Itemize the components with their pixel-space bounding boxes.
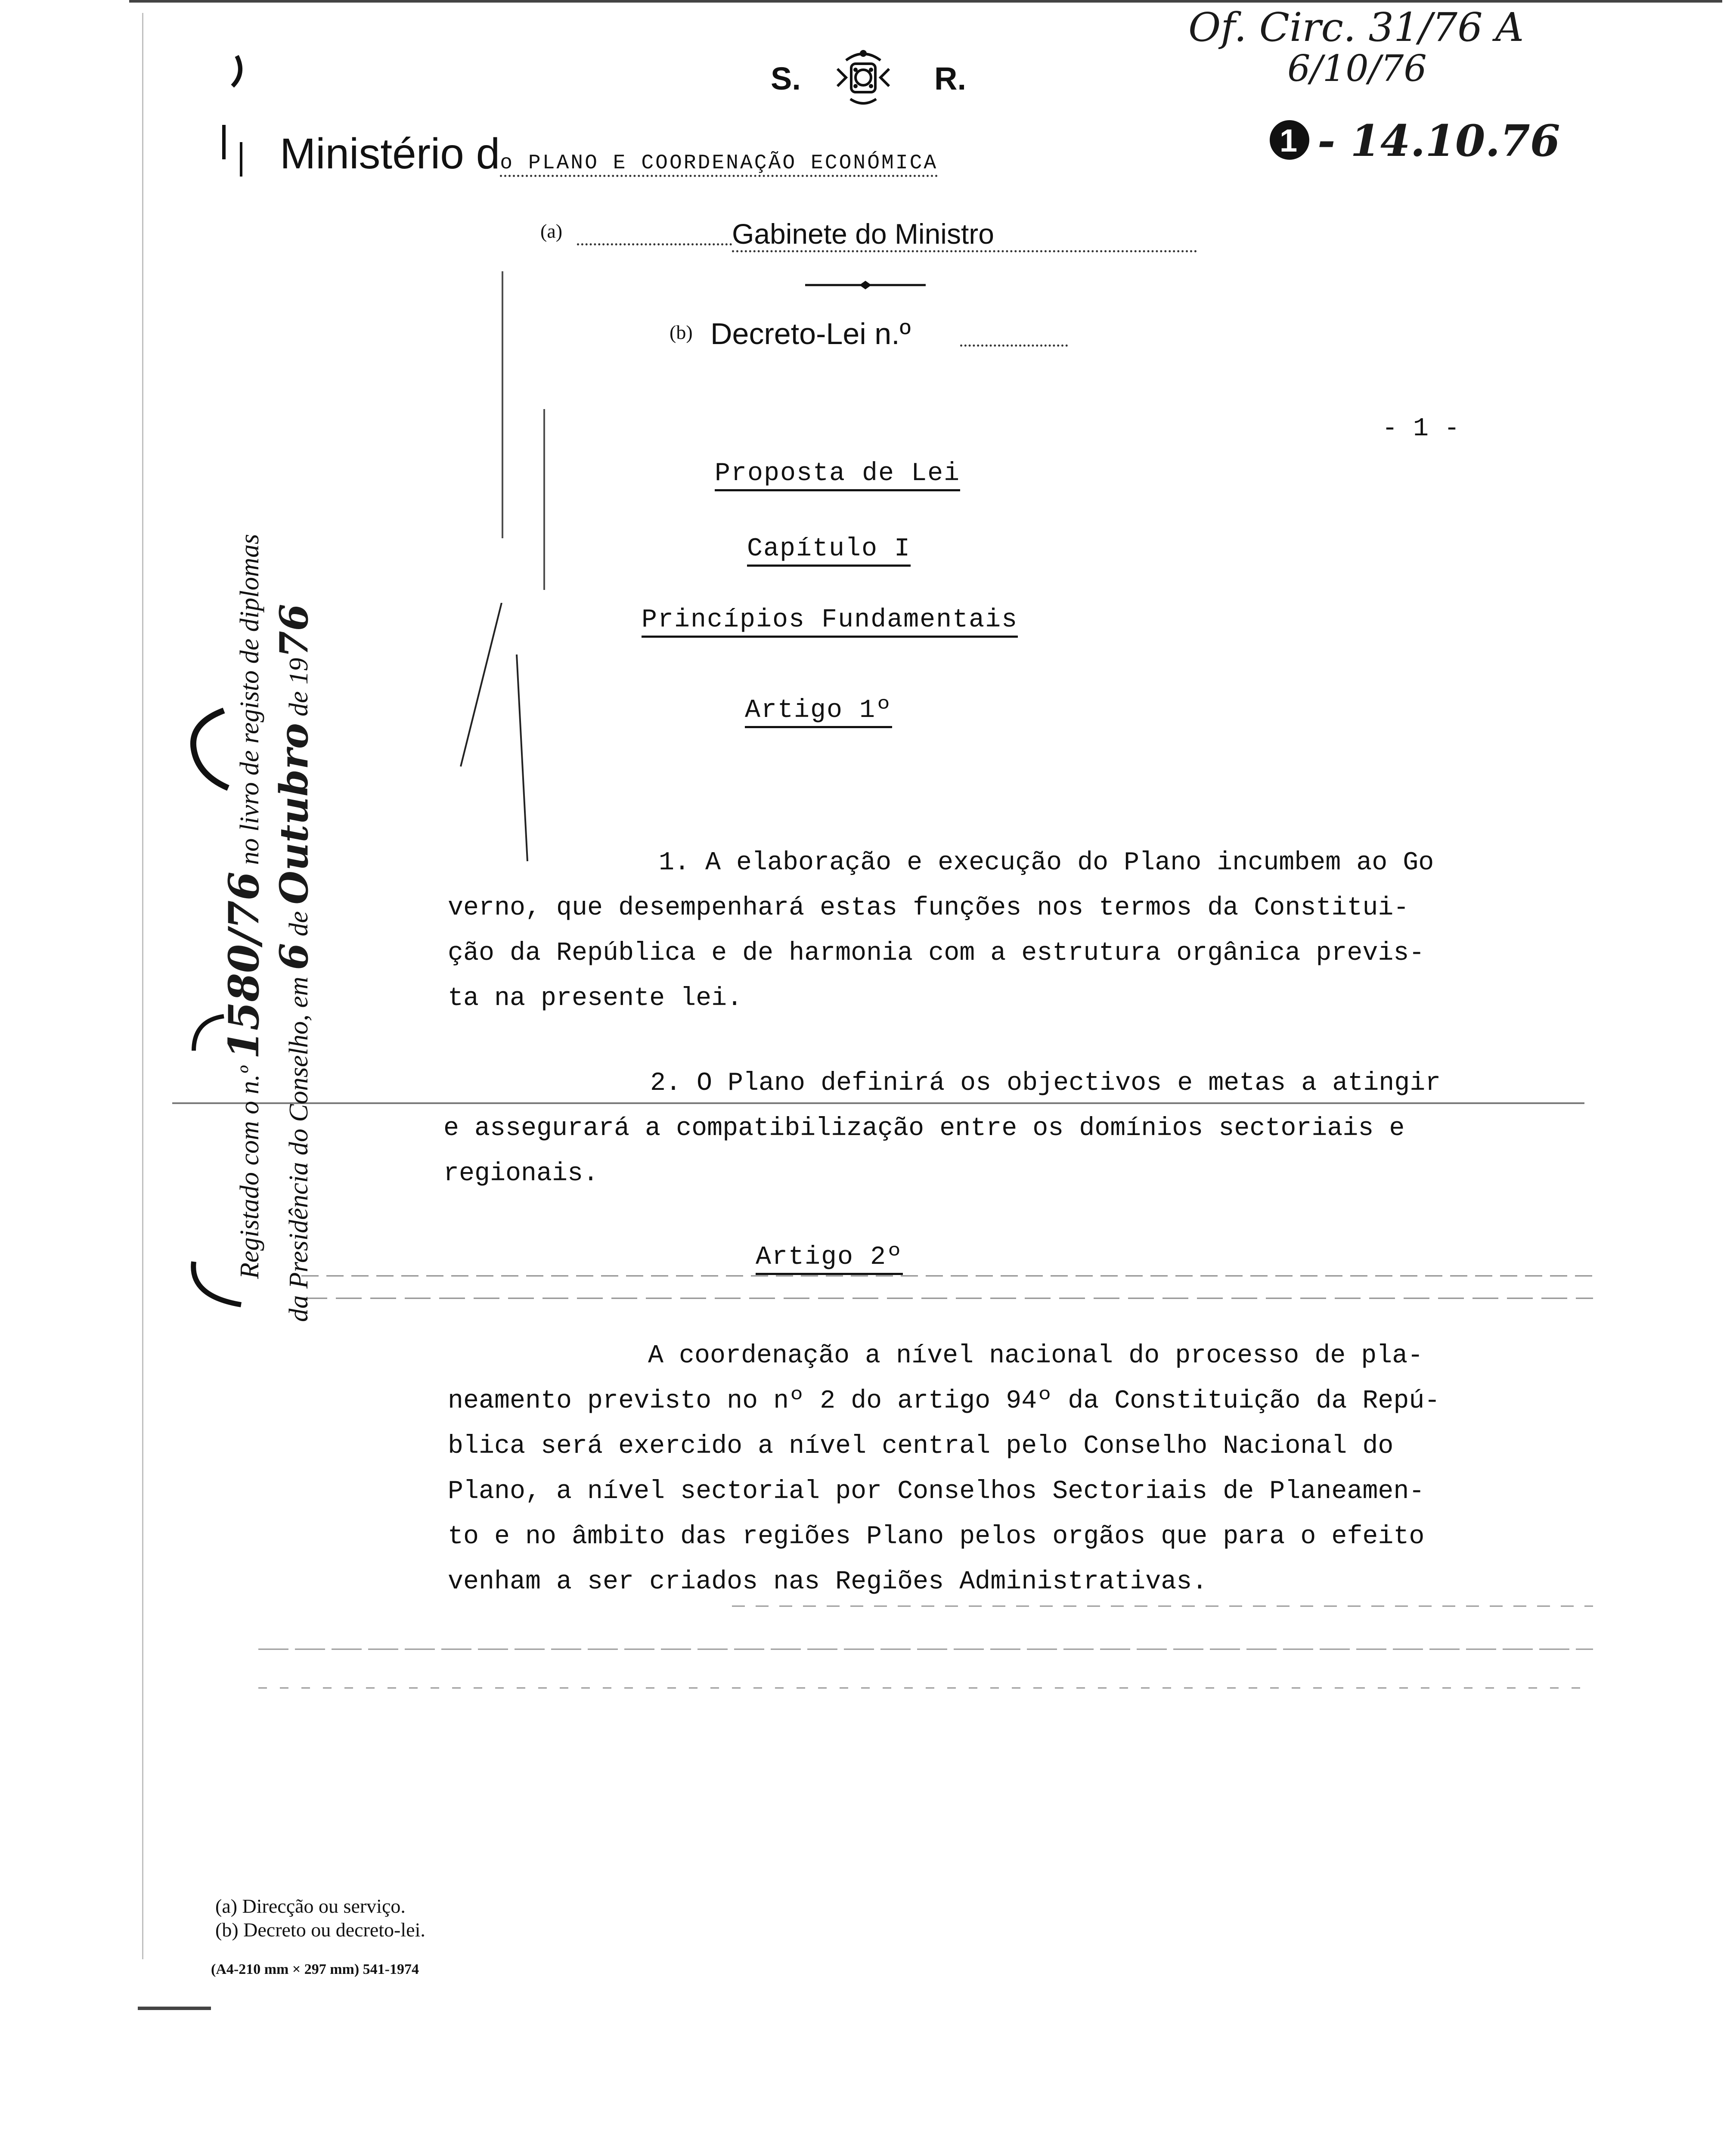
chapter-heading: Capítulo I <box>747 536 911 567</box>
footnote-marker-b: (b) <box>670 321 693 343</box>
sr-right-letter: R. <box>934 61 966 96</box>
registration-year-prefix: de 19 <box>284 658 313 717</box>
article2-line6: venham a ser criados nas Regiões Administrativas. <box>448 1567 1208 1597</box>
article1-para1-line3: ção da República e de harmonia com a estrutura orgânica previs- <box>448 939 1425 968</box>
article1-heading: Artigo 1º <box>745 698 892 728</box>
scan-horizontal-line <box>172 1102 1584 1104</box>
handwritten-reference: Of. Circ. 31/76 A <box>1188 4 1524 50</box>
bracket-mark-icon <box>185 1257 245 1309</box>
stray-marks-icon <box>207 47 258 194</box>
presidency-label: da Presidência do Conselho, em <box>284 977 313 1322</box>
article1-para1-line2: verno, que desempenhará estas funções nos termos da Constitui- <box>448 893 1409 923</box>
registration-label: Registado com o n.º <box>235 1066 264 1279</box>
registration-year: 76 <box>271 604 317 658</box>
registration-stamp-line2 <box>271 604 317 1322</box>
left-scan-edge <box>142 13 143 1959</box>
stamp-circle-number: 1 <box>1280 123 1298 158</box>
bracket-mark-icon <box>185 1012 232 1055</box>
stray-vertical-line <box>543 409 545 590</box>
proposal-heading: Proposta de Lei <box>715 461 960 491</box>
registration-book-text: no livro de registo de diplomas <box>235 534 264 865</box>
decree-number-field <box>960 344 1068 347</box>
footnote-a: (a) Direcção ou serviço. <box>215 1895 406 1917</box>
page-number: - 1 - <box>1382 414 1460 444</box>
article2-line1: A coordenação a nível nacional do processo de pla- <box>648 1341 1423 1371</box>
sr-left-letter: S. <box>771 61 801 96</box>
article1-para2-line2: e assegurará a compatibilização entre os domínios sectoriais e <box>443 1114 1405 1143</box>
principles-heading: Princípios Fundamentais <box>642 607 1018 638</box>
registration-stamp-line1 <box>220 534 268 1279</box>
cabinet-leader-dots <box>577 243 732 245</box>
registration-month: Outubro <box>271 723 317 905</box>
ministry-line <box>280 129 938 181</box>
article2-line2: neamento previsto no nº 2 do artigo 94º da Constituição da Repú- <box>448 1387 1440 1416</box>
ministry-name: o PLANO E COORDENAÇÃO ECONÓMICA <box>500 152 938 177</box>
registration-de-1: de <box>284 911 313 937</box>
footnote-b: (b) Decreto ou decreto-lei. <box>215 1919 425 1941</box>
cabinet-name: Gabinete do Ministro <box>732 217 1197 252</box>
form-reference: (A4-210 mm × 297 mm) 541-1974 <box>211 1961 419 1977</box>
scan-dashed-lines <box>301 1272 1593 1307</box>
handwritten-ref-date: 6/10/76 <box>1287 47 1427 90</box>
footnote-marker-a: (a) <box>540 220 563 242</box>
coat-of-arms-icon <box>825 43 902 112</box>
article1-para1-line1: 1. A elaboração e execução do Plano incumbem ao Go <box>659 848 1434 878</box>
article2-line5: to e no âmbito das regiões Plano pelos orgãos que para o efeito <box>448 1522 1425 1551</box>
bottom-left-mark <box>138 2007 211 2010</box>
article1-para1-line4: ta na presente lei. <box>448 984 743 1013</box>
article1-para2-line3: regionais. <box>443 1159 599 1188</box>
article1-para2-line1: 2. O Plano definirá os objectivos e metas a atingir <box>650 1069 1441 1098</box>
registration-number: 1580/76 <box>220 872 268 1059</box>
stray-diagonal-lines <box>452 603 538 870</box>
article2-heading: Artigo 2º <box>756 1244 903 1275</box>
article2-line4: Plano, a nível sectorial por Conselhos Sectoriais de Planeamen- <box>448 1477 1425 1506</box>
scan-dashed-lines <box>258 1602 1593 1714</box>
top-edge-line <box>129 0 1722 3</box>
divider-ornament-icon <box>805 281 926 289</box>
bracket-mark-icon <box>181 706 232 792</box>
article2-line3: blica será exercido a nível central pelo Conselho Nacional do <box>448 1432 1394 1461</box>
decree-label: Decreto-Lei n.º <box>710 317 911 351</box>
stray-vertical-line <box>502 271 503 538</box>
ministry-prefix: Ministério d <box>280 130 500 178</box>
registration-day: 6 <box>271 943 317 970</box>
stamp-date: - 14.10.76 <box>1318 115 1560 166</box>
